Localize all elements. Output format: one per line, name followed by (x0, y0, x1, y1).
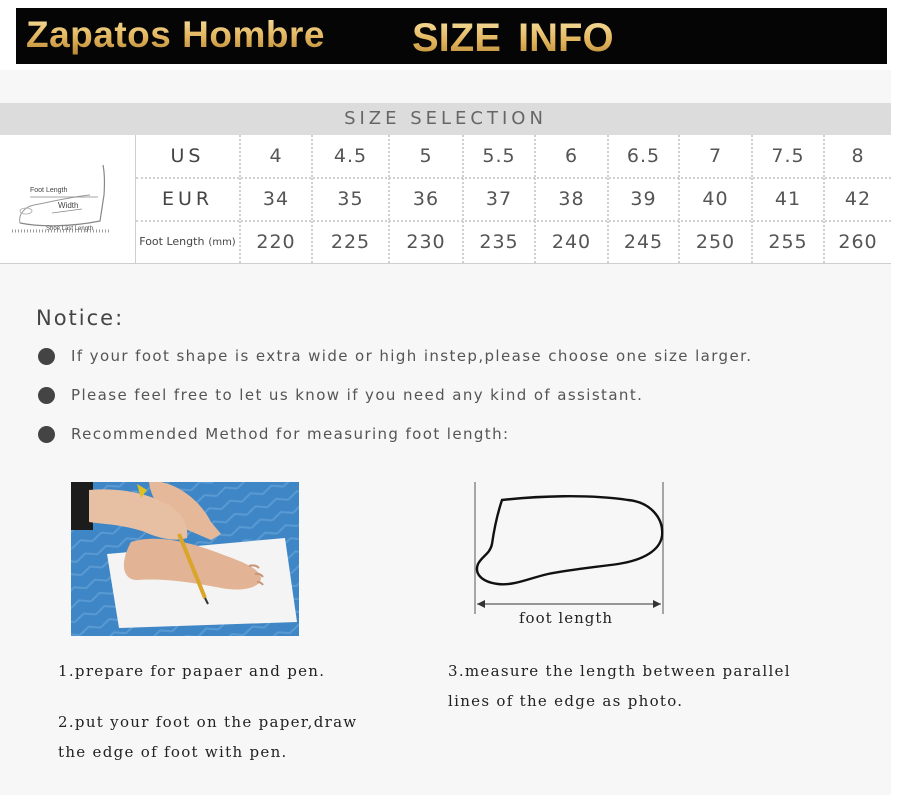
eur-label: EUR (136, 178, 241, 220)
foot-length-cell: 250 (680, 221, 753, 263)
foot-length-cell: 225 (313, 221, 390, 263)
foot-length-cell: 240 (536, 221, 609, 263)
us-size-cell: 4.5 (313, 135, 390, 177)
bullet-dot-icon (38, 387, 55, 404)
brand-title: Zapatos Hombre (26, 14, 325, 55)
us-size-cell: 4 (241, 135, 313, 177)
eur-size-cell: 39 (609, 178, 680, 220)
us-size-cell: 5.5 (464, 135, 536, 177)
notice-item (38, 346, 752, 366)
step-1-text: 1.prepare for papaer and pen. (58, 662, 326, 680)
eur-size-cell: 41 (753, 178, 825, 220)
notice-title: Notice: (36, 306, 125, 330)
us-label: US (136, 135, 241, 177)
foot-length-cell: 255 (753, 221, 825, 263)
foot-length-cell: 260 (838, 231, 878, 253)
diagram-width-label: Width (58, 201, 79, 210)
diagram-foot-length-label: Foot Length (30, 187, 68, 194)
foot-length-unit: (mm) (208, 237, 236, 248)
us-size-cell: 7.5 (753, 135, 825, 177)
us-size-cell: 7 (680, 135, 753, 177)
us-size-cell: 6 (536, 135, 609, 177)
step-3-text-line2: lines of the edge as photo. (448, 692, 684, 710)
foot-tracing-photo (71, 482, 299, 636)
eur-size-cell: 40 (680, 178, 753, 220)
foot-length-label (136, 221, 241, 263)
foot-length-row (136, 221, 891, 263)
eur-size-cell: 38 (536, 178, 609, 220)
foot-diagram-icon (0, 135, 135, 263)
notice-text: Please feel free to let us know if you need any kind of assistant. (71, 386, 644, 404)
eur-size-row (136, 178, 891, 222)
foot-length-cell: 230 (390, 221, 464, 263)
notice-item (38, 424, 509, 444)
size-selection-heading: SIZE SELECTION (0, 103, 891, 135)
notice-text: If your foot shape is extra wide or high instep,please choose one size larger. (71, 347, 753, 365)
us-size-cell: 6.5 (609, 135, 680, 177)
foot-length-caption: foot length (519, 609, 614, 627)
foot-length-cell: 220 (241, 221, 313, 263)
notice-item (38, 385, 643, 405)
notice-text: Recommended Method for measuring foot length: (71, 425, 510, 443)
eur-size-cell: 42 (844, 188, 872, 210)
foot-length-cell: 245 (609, 221, 680, 263)
title-banner (16, 8, 887, 64)
diagram-shoe-last-label: Shoe Last Length (46, 226, 94, 232)
size-info-title: SIZE INFO (412, 16, 614, 60)
eur-size-cell: 35 (313, 178, 390, 220)
us-size-cell: 8 (851, 145, 865, 167)
eur-size-cell: 36 (390, 178, 464, 220)
bullet-dot-icon (38, 426, 55, 443)
foot-length-cell: 235 (464, 221, 536, 263)
foot-length-label-text: Foot Length (139, 235, 205, 248)
step-2-text-line1: 2.put your foot on the paper,draw (58, 713, 358, 731)
bullet-dot-icon (38, 348, 55, 365)
us-size-row (136, 135, 891, 179)
us-size-cell: 5 (390, 135, 464, 177)
step-3-text-line1: 3.measure the length between parallel (448, 662, 791, 680)
foot-measure-diagram (0, 135, 136, 263)
eur-size-cell: 37 (464, 178, 536, 220)
foot-tracing-illustration (71, 482, 299, 636)
step-2-text-line2: the edge of foot with pen. (58, 743, 288, 761)
eur-size-cell: 34 (241, 178, 313, 220)
size-table (0, 135, 891, 264)
